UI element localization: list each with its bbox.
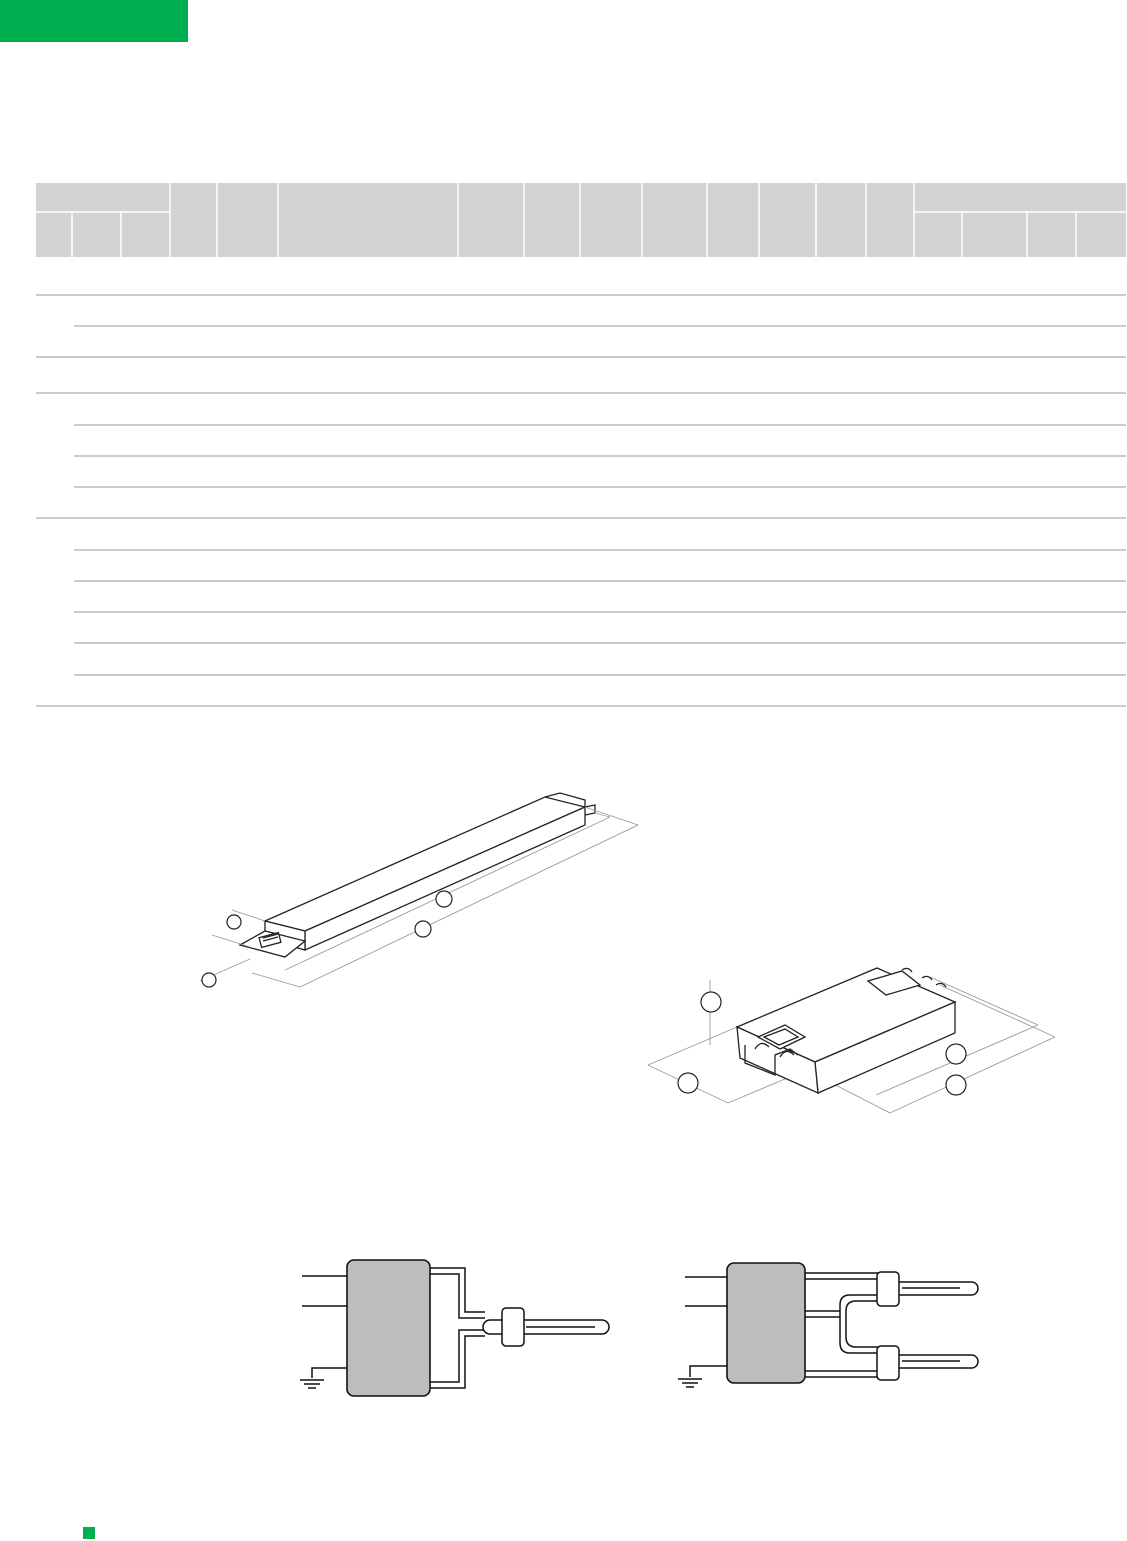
dimension-callout: [701, 992, 721, 1012]
dimension-callout: [678, 1073, 698, 1093]
wiring-diagram-two-lamp: [670, 1255, 990, 1405]
spec-table-grid: [36, 183, 1126, 713]
dimension-callout: [946, 1075, 966, 1095]
dimension-callout: [227, 915, 241, 929]
wiring-diagram-single-lamp: [290, 1250, 620, 1410]
dimension-callout: [946, 1044, 966, 1064]
table-row-rules: [36, 295, 1126, 706]
dimension-callout: [436, 891, 452, 907]
green-header-tab: [0, 0, 188, 42]
compact-ballast-drawing: [640, 965, 1060, 1120]
ballast-box: [727, 1263, 805, 1383]
dimension-callout: [415, 921, 431, 937]
ballast-box: [347, 1260, 430, 1396]
spec-table: [36, 183, 1126, 713]
green-square-marker: [83, 1527, 95, 1539]
dimension-callout: [202, 973, 216, 987]
linear-ballast-drawing: [190, 785, 650, 995]
